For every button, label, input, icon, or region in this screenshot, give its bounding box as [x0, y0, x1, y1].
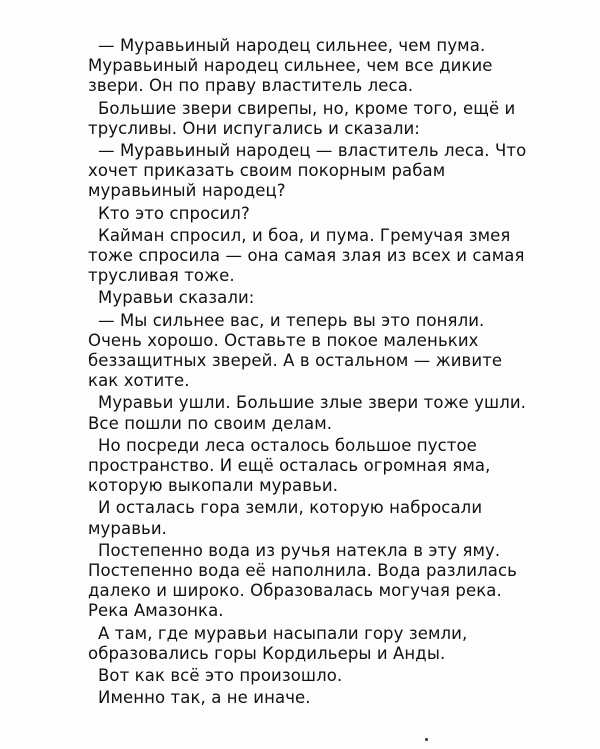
paragraph: Кайман спросил, и боа, и пума. Гремучая змея тоже спросила — она самая злая из всех и самая трусливая тоже. [88, 225, 525, 286]
story-text [88, 36, 536, 711]
paragraph: — Мы сильнее вас, и теперь вы это поняли. Очень хорошо. Оставьте в покое маленьких беззащитных зверей. А в остальном — живите как хотите. [88, 310, 503, 391]
paragraph: Муравьи сказали: [98, 288, 255, 308]
scan-speck [425, 738, 428, 741]
paragraph: Большие звери свирепы, но, кроме того, ещё и трусливы. Они испугались и сказали: [88, 98, 516, 138]
paragraph: Но посреди леса осталось большое пустое пространство. И ещё осталась огромная яма, которую выкопали муравьи. [88, 435, 491, 496]
paragraph: Именно так, а не иначе. [98, 688, 311, 708]
paragraph: — Муравьиный народец — властитель леса. Что хочет приказать своим покорным рабам муравьиный народец? [88, 141, 527, 201]
paragraph: Вот как всё это произошло. [98, 666, 343, 686]
paragraph: А там, где муравьи насыпали гору земли, образовались горы Кордильеры и Анды. [88, 623, 468, 663]
paragraph: — Муравьиный народец сильнее, чем пума. Муравьиный народец сильнее, чем все дикие звери. Он по праву властитель леса. [88, 36, 493, 96]
paragraph: Муравьи ушли. Большие злые звери тоже ушли. Все пошли по своим делам. [88, 393, 527, 433]
paragraph: Постепенно вода из ручья натекла в эту яму. Постепенно вода её наполнила. Вода разлилась далеко и широко. Образовалась могучая река. Река Амазонка. [88, 540, 517, 621]
paragraph: И осталась гора земли, которую набросали муравьи. [88, 498, 483, 538]
paragraph: Кто это спросил? [98, 203, 250, 223]
